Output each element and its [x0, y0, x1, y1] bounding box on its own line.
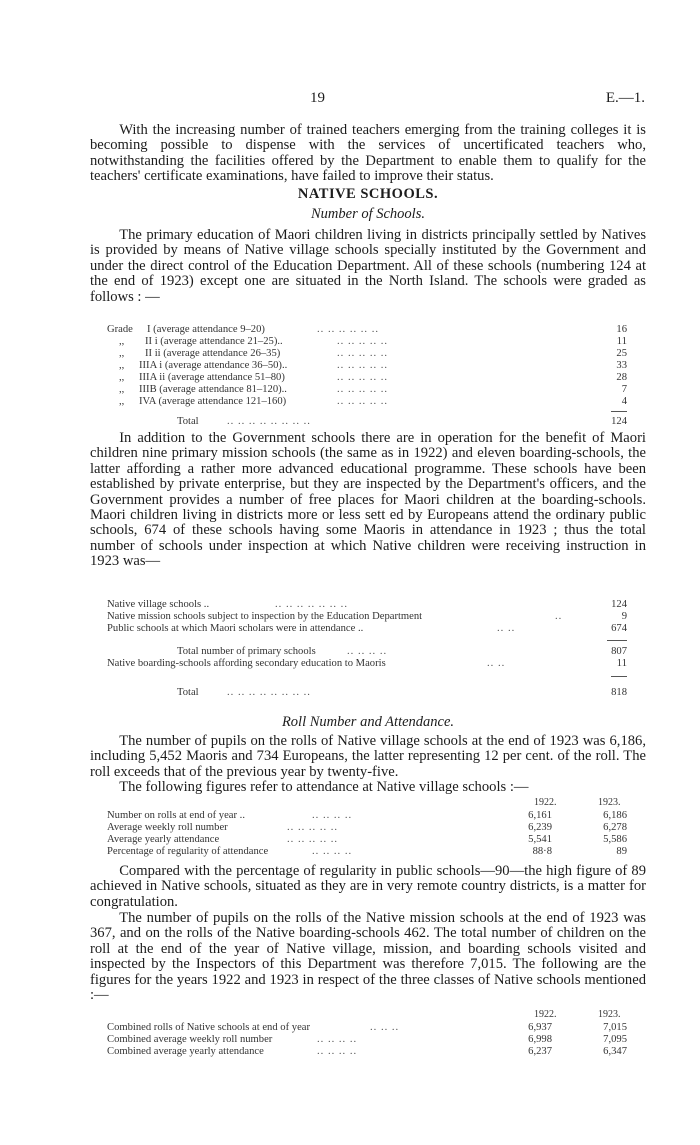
value-1923: 5,586 [603, 834, 627, 845]
attendance-table [107, 810, 627, 858]
leader-dots: .. .. .. .. .. [337, 384, 389, 395]
leader-dots: .. .. .. .. .. [337, 360, 389, 371]
row-label: Average weekly roll number [107, 822, 228, 833]
grade-prefix: ,, [119, 360, 125, 371]
leader-dots: .. .. .. .. .. [337, 348, 389, 359]
grade-prefix: ,, [119, 384, 125, 395]
row-label: Average yearly attendance [107, 834, 220, 845]
leader-dots: .. .. [487, 658, 506, 669]
row-label: Native mission schools subject to inspection by the Education Department [107, 611, 423, 622]
intro-paragraph: With the increasing number of trained teachers emerging from the training colleges it is becoming possible to dispense with the services of uncertificated teachers who, notwithstanding the facilities offered by the Department to enable them to qualify for the teachers' certificate examinations, have failed to improve their status. [90, 122, 646, 185]
grade-label: IIIA i (average attendance 36–50).. [139, 360, 288, 371]
leader-dots: .. .. .. .. .. [287, 822, 339, 833]
row-label: Public schools at which Maori scholars were in attendance .. [107, 623, 364, 634]
table-row [107, 599, 627, 611]
table-row [107, 834, 627, 846]
section-title: NATIVE SCHOOLS. [297, 186, 439, 202]
total-rule [611, 411, 627, 412]
column-1923: 1923. [598, 1009, 621, 1020]
value-1923: 6,347 [603, 1046, 627, 1057]
grade-prefix: Grade [107, 324, 133, 335]
total-rule [611, 676, 627, 677]
table-row [107, 324, 627, 336]
value-1922: 6,239 [528, 822, 552, 833]
schools-total [107, 687, 627, 699]
row-label: Native village schools .. [107, 599, 210, 610]
leader-dots: .. .. .. .. [312, 846, 353, 857]
grade-label: IIIB (average attendance 81–120).. [139, 384, 287, 395]
leader-dots: .. .. .. .. .. [337, 336, 389, 347]
table-row [107, 846, 627, 858]
para-roll-number: The number of pupils on the rolls of Native village schools at the end of 1923 was 6,186, including 5,452 Maoris and 734 Europeans, the latter representing 12 per cent. of the roll. The roll exceeds that of the previous year by twenty-five. [90, 733, 646, 780]
table-row [107, 384, 627, 396]
value-1922: 6,237 [528, 1046, 552, 1057]
total-value: 124 [611, 416, 627, 427]
grade-prefix: ,, [119, 348, 125, 359]
leader-dots: .. .. .. .. .. .. .. .. [227, 687, 311, 698]
leader-dots: .. .. .. .. [317, 1034, 358, 1045]
subtotal-label: Total number of primary schools [177, 646, 316, 657]
grade-label: IIIA ii (average attendance 51–80) [139, 372, 285, 383]
subsection-roll-number: Roll Number and Attendance. [281, 714, 455, 730]
leader-dots: .. .. .. .. [317, 1046, 358, 1057]
table-row [107, 658, 627, 670]
total-label: Total [177, 416, 199, 427]
value-1922: 5,541 [528, 834, 552, 845]
value-1922: 88·8 [532, 846, 552, 857]
total-label: Total [177, 687, 199, 698]
grades-table [107, 324, 627, 408]
table-row [107, 1034, 627, 1046]
grade-prefix: ,, [119, 336, 125, 347]
total-value: 818 [611, 687, 627, 698]
grade-count: 16 [616, 324, 627, 335]
subsection-number-of-schools: Number of Schools. [311, 206, 425, 222]
row-label: Combined rolls of Native schools at end of year [107, 1022, 310, 1033]
value-1923: 6,186 [603, 810, 627, 821]
leader-dots: .. .. .. .. .. [337, 372, 389, 383]
leader-dots: .. .. .. .. .. [337, 396, 389, 407]
para-mission-rolls: The number of pupils on the rolls of the Native mission schools at the end of 1923 was 367, and on the rolls of the Native boarding-schools 462. The total number of children on the roll at the end of the year of Native village, mission, and boarding schools visited and inspected by the Inspectors of this Department was therefore 7,015. The following are the figures for the years 1922 and 1923 in respect of the three classes of Native schools mentioned :— [90, 910, 646, 1004]
boarding-value: 11 [616, 658, 627, 669]
table-row [107, 336, 627, 348]
row-label: Combined average yearly attendance [107, 1046, 264, 1057]
table-row [107, 623, 627, 635]
row-label: Combined average weekly roll number [107, 1034, 273, 1045]
row-value: 674 [611, 623, 627, 634]
leader-dots: .. .. .. .. [312, 810, 353, 821]
table-row [107, 372, 627, 384]
boarding-label: Native boarding-schools affording secondary education to Maoris [107, 658, 386, 669]
value-1922: 6,161 [528, 810, 552, 821]
column-1922: 1922. [534, 797, 557, 808]
table-row [107, 611, 627, 623]
leader-dots: .. [555, 611, 563, 622]
subtotal-value: 807 [611, 646, 627, 657]
schools-subtotals [107, 646, 627, 670]
grade-prefix: ,, [119, 396, 125, 407]
grade-count: 33 [616, 360, 627, 371]
value-1923: 6,278 [603, 822, 627, 833]
grades-total [107, 416, 627, 428]
table-row [107, 348, 627, 360]
table-row [107, 396, 627, 408]
page-header [90, 90, 645, 110]
grade-label: II ii (average attendance 26–35) [145, 348, 281, 359]
value-1923: 89 [616, 846, 627, 857]
grade-count: 25 [616, 348, 627, 359]
leader-dots: .. .. [497, 623, 516, 634]
table-row [107, 360, 627, 372]
table-row [107, 810, 627, 822]
value-1922: 6,998 [528, 1034, 552, 1045]
grade-count: 4 [621, 396, 627, 407]
leader-dots: .. .. .. .. .. .. .. [275, 599, 348, 610]
leader-dots: .. .. .. .. [347, 646, 388, 657]
column-1923: 1923. [598, 797, 621, 808]
row-value: 124 [611, 599, 627, 610]
para-following-figures: The following figures refer to attendance at Native village schools :— [119, 779, 529, 795]
leader-dots: .. .. .. .. .. [287, 834, 339, 845]
page-number: 19 [310, 90, 325, 106]
para-compared: Compared with the percentage of regularity in public schools—90—the high figure of 89 achieved in Native schools, situated as they are in very remote country districts, is a matter for congratulation. [90, 863, 646, 910]
schools-table [107, 599, 627, 635]
table-row [107, 646, 627, 658]
value-1923: 7,015 [603, 1022, 627, 1033]
row-label: Percentage of regularity of attendance [107, 846, 269, 857]
combined-table [107, 1022, 627, 1058]
value-1923: 7,095 [603, 1034, 627, 1045]
table-row [107, 1022, 627, 1034]
subtotal-rule [607, 640, 627, 641]
grade-count: 7 [621, 384, 627, 395]
para-mission-schools: In addition to the Government schools there are in operation for the benefit of Maori children nine primary mission schools (the same as in 1922) and eleven boarding-schools, the latter affording a rather more advanced educational programme. These schools have been established by private enterprise, but they are inspected by the Department's officers, and the Government provides a number of free places for Maori children at the boarding-schools. Maori children living in districts more or less sett ed by Europeans attend the ordinary public schools, 674 of these schools having some Maoris in attendance in 1923 ; thus the total number of schools under inspection at which Native children were receiving instruction in 1923 was— [90, 430, 646, 570]
leader-dots: .. .. .. .. .. .. .. .. [227, 416, 311, 427]
value-1922: 6,937 [528, 1022, 552, 1033]
row-label: Number on rolls at end of year .. [107, 810, 245, 821]
grade-label: IVA (average attendance 121–160) [139, 396, 287, 407]
table-row [107, 822, 627, 834]
leader-dots: .. .. .. .. .. .. [317, 324, 380, 335]
grade-label: II i (average attendance 21–25).. [145, 336, 283, 347]
leader-dots: .. .. .. [370, 1022, 400, 1033]
page-reference: E.—1. [605, 90, 645, 106]
grade-count: 28 [616, 372, 627, 383]
row-value: 9 [621, 611, 627, 622]
grade-count: 11 [616, 336, 627, 347]
column-1922: 1922. [534, 1009, 557, 1020]
para-primary-education: The primary education of Maori children living in districts principally settled by Natives is provided by means of Native village schools specially instituted by the Government and under the direct control of the Education Department. All of these schools (numbering 124 at the end of 1923) except one are situated in the North Island. The schools were graded as follows : — [90, 227, 646, 305]
grade-label: I (average attendance 9–20) [147, 324, 265, 335]
grade-prefix: ,, [119, 372, 125, 383]
table-row [107, 1046, 627, 1058]
